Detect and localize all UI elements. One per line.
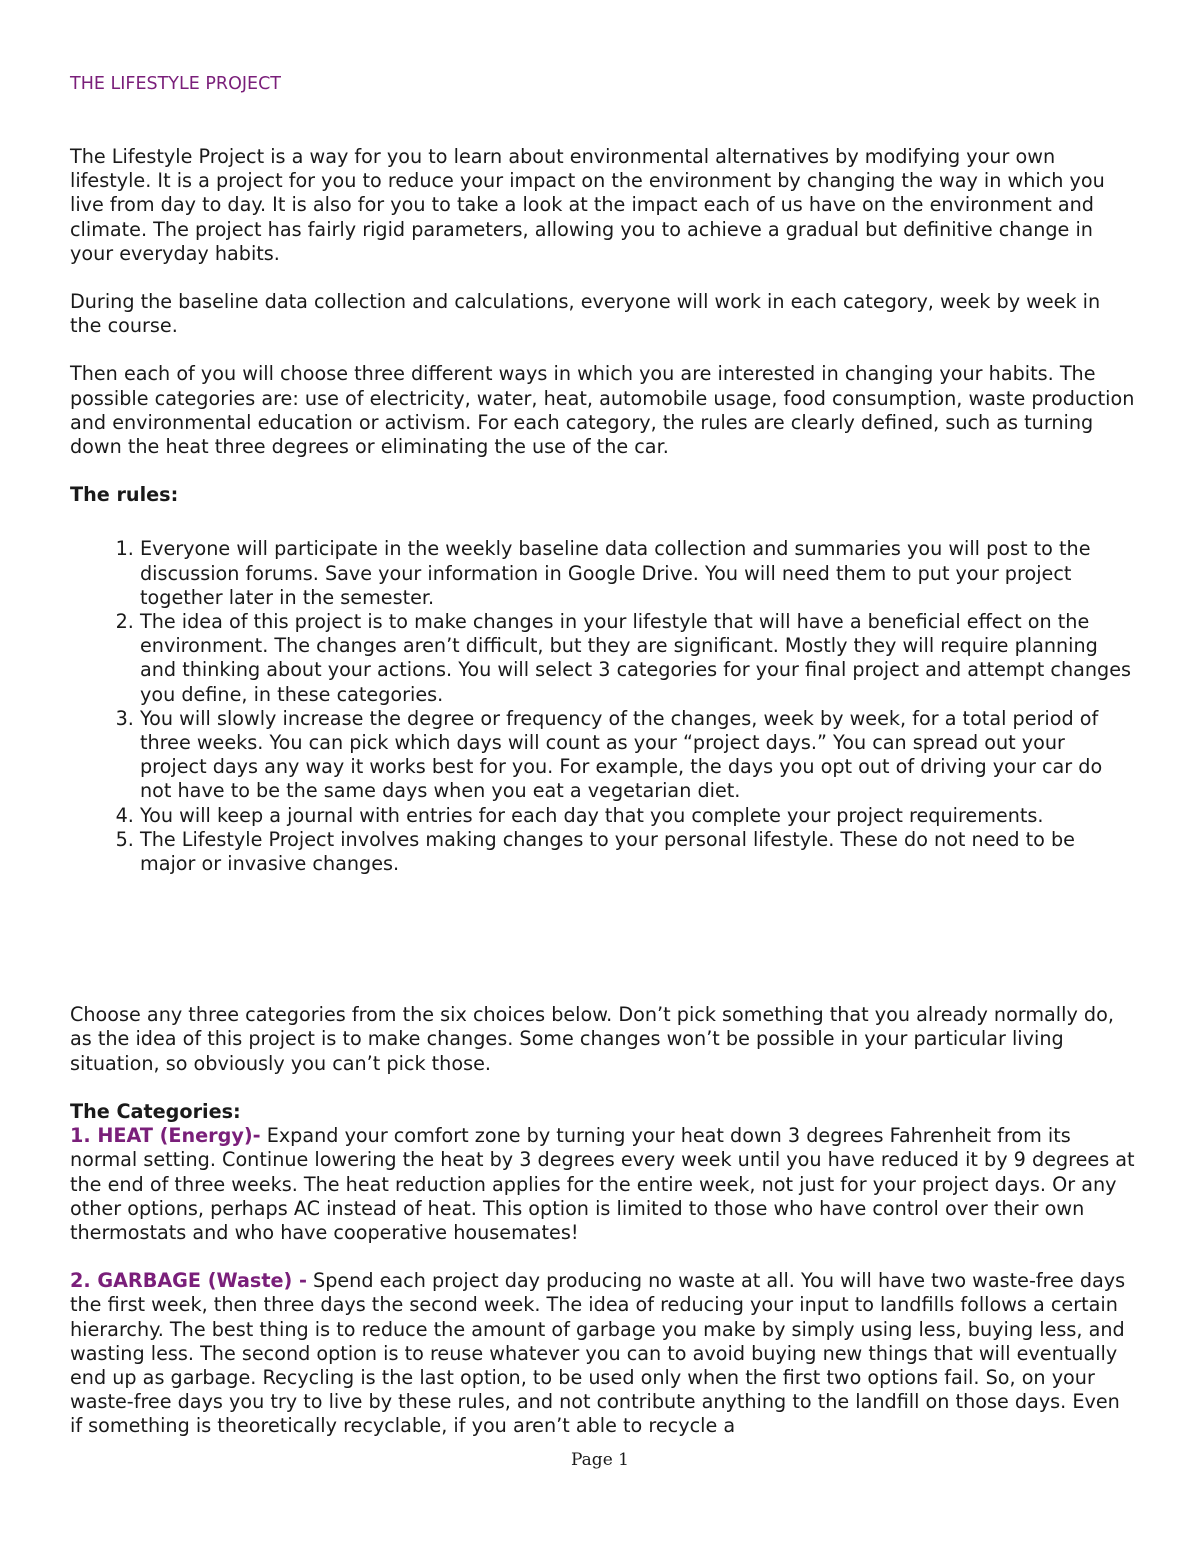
category-garbage <box>70 1269 1135 1438</box>
category-heat <box>70 1124 1135 1245</box>
intro-paragraph-3: Then each of you will choose three different ways in which you are interested in changing your habits. The possible categories are: use of electricity, water, heat, automobile usage, food consumption, waste production and environmental education or activism. For each category, the rules are clearly defined, such as turning down the heat three degrees or eliminating the use of the car. <box>70 362 1135 459</box>
rule-item-1: 1. Everyone will participate in the weekly baseline data collection and summaries you will post to the discussion forums. Save your information in Google Drive. You will need them to put your project together later in the semester. <box>140 537 1135 610</box>
rule-item-5: 5. The Lifestyle Project involves making changes to your personal lifestyle. These do not need to be major or invasive changes. <box>140 828 1135 876</box>
category-heat-title: 1. HEAT (Energy)- <box>70 1124 261 1148</box>
categories-heading: The Categories: <box>70 1099 241 1123</box>
category-garbage-text: Spend each project day producing no waste at all. You will have two waste-free days the first week, then three days the second week. The idea of reducing your input to landfills follows a certain hierarchy. The best thing is to reduce the amount of garbage you make by simply using less, buying less, and wasting less. The second option is to reuse whatever you can to avoid buying new things that will eventually end up as garbage. Recycling is the last option, to be used only when the first two options fail. So, on your waste-free days you try to live by these rules, and not contribute anything to the landfill on those days. Even if something is theoretically recyclable, if you aren’t able to recycle a <box>70 1269 1126 1438</box>
page-number: Page 1 <box>571 1450 629 1470</box>
rule-item-3: 3. You will slowly increase the degree or frequency of the changes, week by week, for a total period of three weeks. You can pick which days will count as your “project days.” You can spread out your project days any way it works best for you. For example, the days you opt out of driving your car do not have to be the same days when you eat a vegetarian diet. <box>140 707 1135 804</box>
choose-paragraph: Choose any three categories from the six choices below. Don’t pick something that you already normally do, as the idea of this project is to make changes. Some changes won’t be possible in your particular living situation, so obviously you can’t pick those. <box>70 1003 1114 1075</box>
rule-item-4: 4. You will keep a journal with entries for each day that you complete your project requirements. <box>140 804 1135 828</box>
category-garbage-title: 2. GARBAGE (Waste) - <box>70 1269 307 1293</box>
rules-heading: The rules: <box>70 483 179 507</box>
rule-item-2: 2. The idea of this project is to make changes in your lifestyle that will have a beneficial effect on the environment. The changes aren’t difficult, but they are significant. Mostly they will require planning and thinking about your actions. You will select 3 categories for your final project and attempt changes you define, in these categories. <box>140 610 1135 707</box>
intro-paragraph-2: During the baseline data collection and calculations, everyone will work in each category, week by week in the course. <box>70 290 1101 338</box>
document-title: THE LIFESTYLE PROJECT <box>70 74 281 94</box>
rules-list <box>70 537 1135 876</box>
category-heat-text: Expand your comfort zone by turning your heat down 3 degrees Fahrenheit from its normal setting. Continue lowering the heat by 3 degrees every week until you have reduced it by 9 degrees at the end of three weeks. The heat reduction applies for the entire week, not just for your project days. Or any other options, perhaps AC instead of heat. This option is limited to those who have control over their own thermostats and who have cooperative housemates! <box>70 1124 1135 1244</box>
document-page <box>70 72 1135 1463</box>
intro-paragraph-1: The Lifestyle Project is a way for you to learn about environmental alternatives by modifying your own lifestyle. It is a project for you to reduce your impact on the environment by changing the way in which you live from day to day. It is also for you to take a look at the impact each of us have on the environment and climate. The project has fairly rigid parameters, allowing you to achieve a gradual but definitive change in your everyday habits. <box>70 145 1105 265</box>
